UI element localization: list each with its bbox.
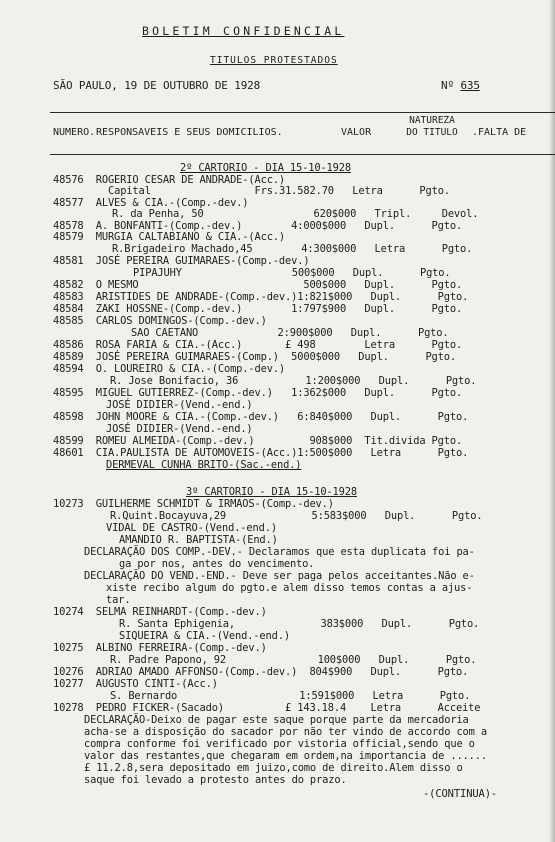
record-line: 48595 MIGUEL GUTIERREZ-(Comp.-dev.) 1:362$000 Dupl. Pgto. xyxy=(53,387,463,399)
document-number-label: Nº xyxy=(441,79,454,92)
section-heading: 2º CARTORIO - DIA 15-10-1928 xyxy=(180,162,351,174)
record-line: R.Brigadeiro Machado,45 4:300$000 Letra Pgto. xyxy=(112,243,473,255)
record-line: R. Padre Papono, 92 100$000 Dupl. Pgto. xyxy=(110,654,477,666)
record-line: R.Quint.Bocayuva,29 5:583$000 Dupl. Pgto. xyxy=(110,510,483,522)
record-line: 48577 ALVES & CIA.-(Comp.-dev.) xyxy=(53,197,249,209)
record-line: VIDAL DE CASTRO-(Vend.-end.) xyxy=(106,522,277,534)
record-line: tar. xyxy=(106,594,131,606)
record-line: SIQUEIRA & CIA.-(Vend.-end.) xyxy=(119,630,290,642)
column-header-natureza: NATUREZA DO TITULO xyxy=(406,115,458,138)
record-line: 48589 JOSÉ PEREIRA GUIMARAES-(Comp.) 5000$000 Dupl. Pgto. xyxy=(53,351,456,363)
record-line: 10274 SELMA REINHARDT-(Comp.-dev.) xyxy=(53,606,267,618)
record-line: 10273 GUILHERME SCHMIDT & IRMAOS-(Comp.-dev.) xyxy=(53,498,334,510)
column-header-numero: NUMERO. xyxy=(53,127,96,138)
page-edge-shadow xyxy=(549,0,555,842)
record-line: 48585 CARLOS DOMINGOS-(Comp.-dev.) xyxy=(53,315,267,327)
continues-note: -(CONTINUA)- xyxy=(423,788,498,800)
record-line: S. Bernardo 1:591$000 Letra Pgto. xyxy=(110,690,471,702)
record-line: 48601 CIA.PAULISTA DE AUTOMOVEIS-(Acc.)1:500$000 Letra Pgto. xyxy=(53,447,469,459)
record-line: PIPAJUHY 500$000 Dupl. Pgto. xyxy=(133,267,451,279)
record-line: AMANDIO R. BAPTISTA-(End.) xyxy=(119,534,278,546)
record-line: JOSÉ DIDIER-(Vend.-end.) xyxy=(106,399,253,411)
record-line: saque foi levado a protesto antes do prazo. xyxy=(84,774,347,786)
record-line: ga por nos, antes do vencimento. xyxy=(119,558,315,570)
column-header-valor: VALOR xyxy=(341,127,372,138)
record-line: 48583 ARISTIDES DE ANDRADE-(Comp.-dev.)1:821$000 Dupl. Pgto. xyxy=(53,291,469,303)
record-line: acha-se a disposição do sacador por não ter vindo de accordo com a xyxy=(84,726,487,738)
record-line: DECLARAÇÃO-Deixo de pagar este saque porque parte da mercadoria xyxy=(84,714,469,726)
header-rule-bottom xyxy=(50,154,555,155)
record-line: DECLARAÇÃO DOS COMP.-DEV.- Declaramos que esta duplicata foi pa- xyxy=(84,546,475,558)
record-line: 48579 MURGIA CALTABIANO & CIA.-(Acc.) xyxy=(53,231,286,243)
document-number-value: 635 xyxy=(460,79,480,92)
document-number xyxy=(441,80,480,91)
record-line: R. da Penha, 50 620$000 Tripl. Devol. xyxy=(112,208,479,220)
section-heading: DERMEVAL CUNHA BRITO-(Sac.-end.) xyxy=(106,459,302,471)
record-line: DECLARAÇÃO DO VEND.-END.- Deve ser paga pelos acceitantes.Não e- xyxy=(84,570,475,582)
record-line: 48576 ROGERIO CESAR DE ANDRADE-(Acc.) xyxy=(53,174,286,186)
record-line: SAO CAETANO 2:900$000 Dupl. Pgto. xyxy=(131,327,449,339)
column-header-falta: .FALTA DE xyxy=(472,127,527,138)
document-title: BOLETIM CONFIDENCIAL xyxy=(142,24,345,38)
record-line: £ 11.2.8,sera depositado em juizo,como de direito.Alem disso o xyxy=(84,762,463,774)
record-line: 48578 A. BONFANTI-(Comp.-dev.) 4:000$000 Dupl. Pgto. xyxy=(53,220,463,232)
record-line: 48599 ROMEU ALMEIDA-(Comp.-dev.) 908$000 Tit.divida Pgto. xyxy=(53,435,463,447)
record-line: 48584 ZAKI HOSSNE-(Comp.-dev.) 1:797$900 Dupl. Pgto. xyxy=(53,303,463,315)
record-line: 10277 AUGUSTO CINTI-(Acc.) xyxy=(53,678,218,690)
record-line: Capital Frs.31.582.70 Letra Pgto. xyxy=(108,185,450,197)
record-line: 10275 ALBINO FERREIRA-(Comp.-dev.) xyxy=(53,642,267,654)
record-line: JOSÉ DIDIER-(Vend.-end.) xyxy=(106,423,253,435)
document-subtitle: TITULOS PROTESTADOS xyxy=(210,55,338,66)
record-line: 48586 ROSA FARIA & CIA.-(Acc.) £ 498 Letra Pgto. xyxy=(53,339,463,351)
record-line: 48581 JOSÉ PEREIRA GUIMARAES-(Comp.-dev.) xyxy=(53,255,310,267)
record-line: R. Jose Bonifacio, 36 1:200$000 Dupl. Pgto. xyxy=(110,375,477,387)
record-line: R. Santa Ephigenia, 383$000 Dupl. Pgto. xyxy=(119,618,480,630)
column-header-responsaveis: RESPONSAVEIS E SEUS DOMICILIOS. xyxy=(96,127,283,138)
record-line: compra conforme foi verificado por vistoria official,sendo que o xyxy=(84,738,475,750)
date-line: SÃO PAULO, 19 DE OUTUBRO DE 1928 xyxy=(53,79,261,92)
record-line: xiste recibo algum do pgto.e alem disso temos contas a ajus- xyxy=(106,582,473,594)
record-line: 10278 PEDRO FICKER-(Sacado) £ 143.18.4 Letra Acceite xyxy=(53,702,481,714)
header-rule-top xyxy=(50,112,555,113)
section-heading: 3º CARTORIO - DIA 15-10-1928 xyxy=(186,486,357,498)
record-line: valor das restantes,que chegaram em ordem,na importancia de ...... xyxy=(84,750,487,762)
record-line: 10276 ADRIAO AMADO AFFONSO-(Comp.-dev.) 804$900 Dupl. Pgto. xyxy=(53,666,469,678)
record-line: 48598 JOHN MOORE & CIA.-(Comp.-dev.) 6:840$000 Dupl. Pgto. xyxy=(53,411,469,423)
record-line: 48594 O. LOUREIRO & CIA.-(Comp.-dev.) xyxy=(53,363,286,375)
record-line: 48582 O MESMO 500$000 Dupl. Pgto. xyxy=(53,279,463,291)
